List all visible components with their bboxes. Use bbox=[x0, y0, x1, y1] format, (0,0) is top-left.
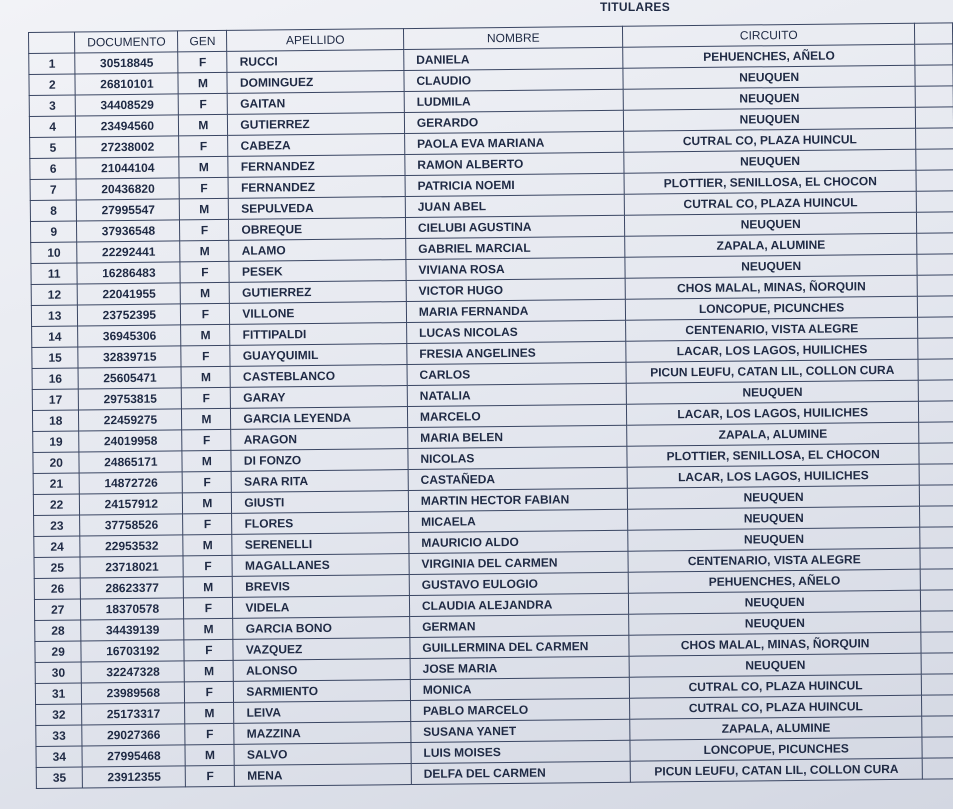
circuito-cell: PLOTTIER, SENILLOSA, EL CHOCON bbox=[627, 443, 919, 467]
nombre-cell: LUDMILA bbox=[404, 89, 624, 112]
row-number: 32 bbox=[36, 704, 83, 725]
apellido-cell: SEPULVEDA bbox=[229, 197, 406, 220]
extra-cell bbox=[916, 170, 953, 191]
documento-cell: 29753815 bbox=[79, 388, 182, 410]
documento-cell: 36945306 bbox=[78, 325, 181, 347]
apellido-cell: GAITAN bbox=[228, 92, 405, 115]
extra-cell bbox=[917, 317, 953, 338]
apellido-cell: SERENELLI bbox=[232, 533, 409, 556]
gen-cell: F bbox=[184, 639, 233, 661]
documento-cell: 24157912 bbox=[80, 493, 183, 515]
header-number bbox=[29, 32, 76, 53]
nombre-cell: CARLOS bbox=[407, 362, 627, 385]
documento-cell: 22292441 bbox=[77, 241, 180, 263]
circuito-cell: NEUQUEN bbox=[624, 149, 916, 173]
extra-cell bbox=[916, 212, 953, 233]
nombre-cell: CLAUDIO bbox=[404, 68, 624, 91]
documento-cell: 23494560 bbox=[76, 115, 179, 137]
row-number: 26 bbox=[34, 578, 81, 599]
gen-cell: M bbox=[184, 576, 233, 598]
nombre-cell: RAMON ALBERTO bbox=[405, 152, 625, 175]
apellido-cell: ALONSO bbox=[233, 659, 410, 682]
extra-cell bbox=[918, 359, 953, 380]
row-number: 1 bbox=[29, 53, 76, 74]
gen-cell: M bbox=[182, 408, 231, 430]
row-number: 24 bbox=[34, 536, 81, 557]
nombre-cell: LUCAS NICOLAS bbox=[406, 320, 626, 343]
apellido-cell: GARCIA BONO bbox=[233, 617, 410, 640]
row-number: 17 bbox=[32, 389, 79, 410]
gen-cell: M bbox=[184, 660, 233, 682]
row-number: 16 bbox=[32, 368, 79, 389]
gen-cell: F bbox=[185, 681, 234, 703]
circuito-cell: CHOS MALAL, MINAS, ÑORQUIN bbox=[629, 632, 921, 656]
row-number: 2 bbox=[29, 74, 76, 95]
gen-cell: M bbox=[183, 534, 232, 556]
circuito-cell: PICUN LEUFU, CATAN LIL, COLLON CURA bbox=[626, 359, 918, 383]
nombre-cell: DELFA DEL CARMEN bbox=[411, 761, 631, 784]
extra-cell bbox=[915, 44, 953, 65]
apellido-cell: SARMIENTO bbox=[234, 680, 411, 703]
nombre-cell: GERMAN bbox=[410, 614, 630, 637]
row-number: 12 bbox=[31, 284, 78, 305]
apellido-cell: CABEZA bbox=[228, 134, 405, 157]
extra-cell bbox=[921, 611, 953, 632]
circuito-cell: NEUQUEN bbox=[625, 212, 917, 236]
page-title: TITULARES bbox=[599, 0, 671, 14]
row-number: 11 bbox=[31, 263, 78, 284]
circuito-cell: NEUQUEN bbox=[624, 107, 916, 131]
nombre-cell: VICTOR HUGO bbox=[406, 278, 626, 301]
gen-cell: F bbox=[180, 219, 229, 241]
apellido-cell: MAZZINA bbox=[234, 722, 411, 745]
apellido-cell: MAGALLANES bbox=[232, 554, 409, 577]
apellido-cell: PESEK bbox=[229, 260, 406, 283]
nombre-cell: PABLO MARCELO bbox=[410, 698, 630, 721]
nombre-cell: MAURICIO ALDO bbox=[409, 530, 629, 553]
circuito-cell: NEUQUEN bbox=[628, 485, 920, 509]
circuito-cell: LONCOPUE, PICUNCHES bbox=[630, 737, 922, 761]
header-gen: GEN bbox=[178, 30, 227, 52]
documento-cell: 20436820 bbox=[76, 178, 179, 200]
extra-cell bbox=[922, 758, 953, 779]
gen-cell: F bbox=[181, 303, 230, 325]
nombre-cell: VIVIANA ROSA bbox=[406, 257, 626, 280]
nombre-cell: GERARDO bbox=[404, 110, 624, 133]
circuito-cell: LACAR, LOS LAGOS, HUILICHES bbox=[626, 338, 918, 362]
documento-cell: 27238002 bbox=[76, 136, 179, 158]
apellido-cell: FLORES bbox=[232, 512, 409, 535]
row-number: 35 bbox=[36, 767, 83, 788]
circuito-cell: NEUQUEN bbox=[624, 86, 916, 110]
header-nombre: NOMBRE bbox=[403, 26, 623, 49]
nombre-cell: MONICA bbox=[410, 677, 630, 700]
circuito-cell: PICUN LEUFU, CATAN LIL, COLLON CURA bbox=[631, 758, 923, 782]
extra-cell bbox=[917, 254, 953, 275]
nombre-cell: GUSTAVO EULOGIO bbox=[409, 572, 629, 595]
gen-cell: M bbox=[181, 366, 230, 388]
extra-cell bbox=[921, 653, 953, 674]
extra-cell bbox=[915, 107, 953, 128]
documento-cell: 32247328 bbox=[81, 661, 184, 683]
gen-cell: F bbox=[183, 555, 232, 577]
extra-cell bbox=[921, 695, 953, 716]
circuito-cell: NEUQUEN bbox=[623, 65, 915, 89]
circuito-cell: ZAPALA, ALUMINE bbox=[627, 422, 919, 446]
nombre-cell: JOSE MARIA bbox=[410, 656, 630, 679]
circuito-cell: ZAPALA, ALUMINE bbox=[630, 716, 922, 740]
circuito-cell: CUTRAL CO, PLAZA HUINCUL bbox=[625, 191, 917, 215]
circuito-cell: CUTRAL CO, PLAZA HUINCUL bbox=[630, 695, 922, 719]
apellido-cell: GUAYQUIMIL bbox=[230, 344, 407, 367]
extra-cell bbox=[919, 443, 953, 464]
circuito-cell: LACAR, LOS LAGOS, HUILICHES bbox=[627, 401, 919, 425]
apellido-cell: RUCCI bbox=[227, 50, 404, 73]
nombre-cell: NATALIA bbox=[407, 383, 627, 406]
extra-cell bbox=[917, 275, 953, 296]
nombre-cell: LUIS MOISES bbox=[411, 740, 631, 763]
documento-cell: 27995547 bbox=[77, 199, 180, 221]
gen-cell: M bbox=[178, 72, 227, 94]
documento-cell: 14872726 bbox=[80, 472, 183, 494]
extra-cell bbox=[918, 380, 953, 401]
row-number: 31 bbox=[35, 683, 82, 704]
circuito-cell: PEHUENCHES, AÑELO bbox=[623, 44, 915, 68]
extra-cell bbox=[921, 674, 953, 695]
extra-cell bbox=[915, 128, 953, 149]
apellido-cell: BREVIS bbox=[233, 575, 410, 598]
row-number: 22 bbox=[33, 494, 80, 515]
circuito-cell: CUTRAL CO, PLAZA HUINCUL bbox=[630, 674, 922, 698]
apellido-cell: GUTIERREZ bbox=[228, 113, 405, 136]
row-number: 28 bbox=[35, 620, 82, 641]
titulares-table bbox=[28, 22, 953, 789]
gen-cell: F bbox=[185, 723, 234, 745]
documento-cell: 23718021 bbox=[80, 556, 183, 578]
documento-cell: 18370578 bbox=[81, 598, 184, 620]
gen-cell: F bbox=[186, 765, 235, 787]
gen-cell: F bbox=[180, 261, 229, 283]
circuito-cell: LACAR, LOS LAGOS, HUILICHES bbox=[628, 464, 920, 488]
apellido-cell: GARAY bbox=[231, 386, 408, 409]
gen-cell: M bbox=[184, 618, 233, 640]
documento-cell: 23912355 bbox=[83, 766, 186, 788]
documento-cell: 23989568 bbox=[82, 682, 185, 704]
circuito-cell: NEUQUEN bbox=[629, 590, 921, 614]
extra-cell bbox=[921, 632, 953, 653]
nombre-cell: MARCELO bbox=[407, 404, 627, 427]
circuito-cell: NEUQUEN bbox=[627, 380, 919, 404]
apellido-cell: GIUSTI bbox=[232, 491, 409, 514]
row-number: 18 bbox=[32, 410, 79, 431]
nombre-cell: MICAELA bbox=[408, 509, 628, 532]
nombre-cell: CASTAÑEDA bbox=[408, 467, 628, 490]
apellido-cell: FERNANDEZ bbox=[228, 155, 405, 178]
circuito-cell: PEHUENCHES, AÑELO bbox=[629, 569, 921, 593]
apellido-cell: FERNANDEZ bbox=[228, 176, 405, 199]
row-number: 7 bbox=[30, 179, 77, 200]
header-extra bbox=[914, 23, 952, 44]
circuito-cell: CHOS MALAL, MINAS, ÑORQUIN bbox=[626, 275, 918, 299]
row-number: 4 bbox=[29, 116, 76, 137]
circuito-cell: PLOTTIER, SENILLOSA, EL CHOCON bbox=[624, 170, 916, 194]
circuito-cell: ZAPALA, ALUMINE bbox=[625, 233, 917, 257]
row-number: 33 bbox=[36, 725, 83, 746]
nombre-cell: VIRGINIA DEL CARMEN bbox=[409, 551, 629, 574]
circuito-cell: NEUQUEN bbox=[628, 527, 920, 551]
extra-cell bbox=[922, 716, 953, 737]
row-number: 23 bbox=[34, 515, 81, 536]
apellido-cell: GUTIERREZ bbox=[230, 281, 407, 304]
gen-cell: F bbox=[182, 387, 231, 409]
documento-cell: 27995468 bbox=[82, 745, 185, 767]
nombre-cell: MARTIN HECTOR FABIAN bbox=[408, 488, 628, 511]
extra-cell bbox=[920, 548, 953, 569]
documento-cell: 24019958 bbox=[79, 430, 182, 452]
extra-cell bbox=[919, 464, 953, 485]
circuito-cell: LONCOPUE, PICUNCHES bbox=[626, 296, 918, 320]
extra-cell bbox=[916, 149, 953, 170]
circuito-cell: NEUQUEN bbox=[628, 506, 920, 530]
gen-cell: M bbox=[180, 198, 229, 220]
apellido-cell: LEIVA bbox=[234, 701, 411, 724]
documento-cell: 25173317 bbox=[82, 703, 185, 725]
documento-cell: 25605471 bbox=[78, 367, 181, 389]
documento-cell: 22041955 bbox=[78, 283, 181, 305]
documento-cell: 37936548 bbox=[77, 220, 180, 242]
gen-cell: M bbox=[182, 450, 231, 472]
documento-cell: 28623377 bbox=[81, 577, 184, 599]
gen-cell: F bbox=[184, 597, 233, 619]
nombre-cell: CLAUDIA ALEJANDRA bbox=[409, 593, 629, 616]
apellido-cell: CASTEBLANCO bbox=[230, 365, 407, 388]
gen-cell: F bbox=[183, 513, 232, 535]
row-number: 3 bbox=[29, 95, 76, 116]
gen-cell: M bbox=[180, 240, 229, 262]
apellido-cell: OBREQUE bbox=[229, 218, 406, 241]
row-number: 27 bbox=[34, 599, 81, 620]
extra-cell bbox=[916, 191, 953, 212]
header-circuito: CIRCUITO bbox=[623, 23, 915, 47]
gen-cell: F bbox=[179, 177, 228, 199]
nombre-cell: JUAN ABEL bbox=[405, 194, 625, 217]
row-number: 13 bbox=[31, 305, 78, 326]
row-number: 34 bbox=[36, 746, 83, 767]
extra-cell bbox=[919, 506, 953, 527]
row-number: 10 bbox=[31, 242, 78, 263]
extra-cell bbox=[922, 737, 953, 758]
documento-cell: 34408529 bbox=[76, 94, 179, 116]
extra-cell bbox=[919, 485, 953, 506]
gen-cell: M bbox=[179, 156, 228, 178]
nombre-cell: MARIA FERNANDA bbox=[406, 299, 626, 322]
nombre-cell: FRESIA ANGELINES bbox=[407, 341, 627, 364]
circuito-cell: NEUQUEN bbox=[630, 653, 922, 677]
apellido-cell: ALAMO bbox=[229, 239, 406, 262]
extra-cell bbox=[918, 401, 953, 422]
row-number: 9 bbox=[30, 221, 77, 242]
extra-cell bbox=[915, 65, 953, 86]
apellido-cell: VIDELA bbox=[233, 596, 410, 619]
documento-cell: 22953532 bbox=[80, 535, 183, 557]
nombre-cell: GABRIEL MARCIAL bbox=[406, 236, 626, 259]
gen-cell: M bbox=[183, 492, 232, 514]
nombre-cell: NICOLAS bbox=[408, 446, 628, 469]
gen-cell: F bbox=[182, 429, 231, 451]
extra-cell bbox=[917, 233, 953, 254]
gen-cell: F bbox=[178, 51, 227, 73]
row-number: 6 bbox=[30, 158, 77, 179]
nombre-cell: CIELUBI AGUSTINA bbox=[405, 215, 625, 238]
extra-cell bbox=[918, 338, 953, 359]
nombre-cell: DANIELA bbox=[404, 47, 624, 70]
apellido-cell: DI FONZO bbox=[231, 449, 408, 472]
apellido-cell: VAZQUEZ bbox=[233, 638, 410, 661]
circuito-cell: NEUQUEN bbox=[625, 254, 917, 278]
apellido-cell: SARA RITA bbox=[232, 470, 409, 493]
gen-cell: M bbox=[181, 324, 230, 346]
documento-cell: 16286483 bbox=[77, 262, 180, 284]
row-number: 8 bbox=[30, 200, 77, 221]
apellido-cell: DOMINGUEZ bbox=[227, 71, 404, 94]
documento-cell: 37758526 bbox=[80, 514, 183, 536]
documento-cell: 16703192 bbox=[81, 640, 184, 662]
documento-cell: 32839715 bbox=[78, 346, 181, 368]
row-number: 25 bbox=[34, 557, 81, 578]
gen-cell: F bbox=[179, 135, 228, 157]
row-number: 15 bbox=[32, 347, 79, 368]
nombre-cell: PATRICIA NOEMI bbox=[405, 173, 625, 196]
row-number: 19 bbox=[33, 431, 80, 452]
documento-cell: 23752395 bbox=[78, 304, 181, 326]
extra-cell bbox=[919, 422, 953, 443]
documento-cell: 22459275 bbox=[79, 409, 182, 431]
gen-cell: M bbox=[185, 744, 234, 766]
documento-cell: 21044104 bbox=[76, 157, 179, 179]
extra-cell bbox=[920, 590, 953, 611]
nombre-cell: GUILLERMINA DEL CARMEN bbox=[410, 635, 630, 658]
row-number: 21 bbox=[33, 473, 80, 494]
apellido-cell: SALVO bbox=[234, 743, 411, 766]
documento-cell: 24865171 bbox=[79, 451, 182, 473]
gen-cell: F bbox=[179, 93, 228, 115]
nombre-cell: PAOLA EVA MARIANA bbox=[404, 131, 624, 154]
row-number: 14 bbox=[32, 326, 79, 347]
circuito-cell: NEUQUEN bbox=[629, 611, 921, 635]
gen-cell: M bbox=[179, 114, 228, 136]
extra-cell bbox=[917, 296, 953, 317]
row-number: 20 bbox=[33, 452, 80, 473]
documento-cell: 30518845 bbox=[75, 52, 178, 74]
extra-cell bbox=[920, 527, 953, 548]
nombre-cell: MARIA BELEN bbox=[408, 425, 628, 448]
circuito-cell: CUTRAL CO, PLAZA HUINCUL bbox=[624, 128, 916, 152]
documento-cell: 34439139 bbox=[81, 619, 184, 641]
apellido-cell: VILLONE bbox=[230, 302, 407, 325]
apellido-cell: ARAGON bbox=[231, 428, 408, 451]
extra-cell bbox=[920, 569, 953, 590]
circuito-cell: CENTENARIO, VISTA ALEGRE bbox=[626, 317, 918, 341]
documento-cell: 29027366 bbox=[82, 724, 185, 746]
extra-cell bbox=[915, 86, 953, 107]
row-number: 5 bbox=[30, 137, 77, 158]
gen-cell: F bbox=[181, 345, 230, 367]
row-number: 30 bbox=[35, 662, 82, 683]
gen-cell: F bbox=[182, 471, 231, 493]
gen-cell: M bbox=[185, 702, 234, 724]
header-apellido: APELLIDO bbox=[227, 29, 404, 52]
header-documento: DOCUMENTO bbox=[75, 31, 178, 53]
nombre-cell: SUSANA YANET bbox=[411, 719, 631, 742]
apellido-cell: GARCIA LEYENDA bbox=[231, 407, 408, 430]
documento-cell: 26810101 bbox=[75, 73, 178, 95]
gen-cell: M bbox=[180, 282, 229, 304]
row-number: 29 bbox=[35, 641, 82, 662]
apellido-cell: MENA bbox=[235, 764, 412, 787]
circuito-cell: CENTENARIO, VISTA ALEGRE bbox=[628, 548, 920, 572]
apellido-cell: FITTIPALDI bbox=[230, 323, 407, 346]
